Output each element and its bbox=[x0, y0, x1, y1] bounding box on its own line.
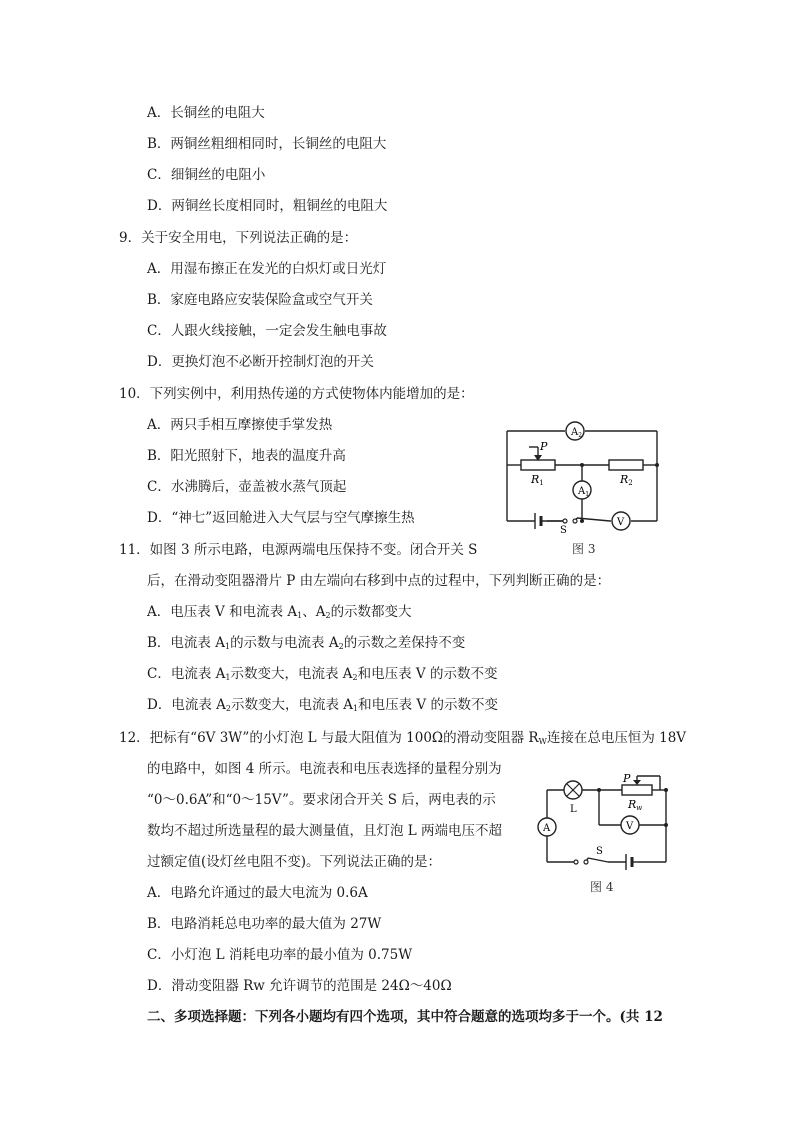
q12-stem-line2: 的电路中，如图 4 所示。电流表和电压表选择的量程分别为 bbox=[147, 761, 502, 777]
q11-option-c: C．电流表 $A_1$示数变大，电流表 $A_2$和电压表 V 的示数不变 bbox=[147, 666, 498, 682]
q12-stem-line4: 数均不超过所选量程的最大测量值，且灯泡 L 两端电压不超 bbox=[147, 823, 503, 839]
fig3-switch-label: S bbox=[560, 525, 567, 536]
figure-3-caption: 图 3 bbox=[572, 542, 596, 556]
figure-3-circuit bbox=[495, 415, 670, 540]
q11-option-b: B．电流表 $A_1$的示数与电流表 $A_2$的示数之差保持不变 bbox=[147, 635, 466, 651]
fig4-slider-label: P bbox=[623, 772, 631, 785]
fig4-switch-label: S bbox=[596, 846, 603, 857]
q9-option-d: D．更换灯泡不必断开控制灯泡的开关 bbox=[147, 354, 374, 370]
q8-option-b: B．两铜丝粗细相同时，长铜丝的电阻大 bbox=[147, 136, 387, 152]
q10-option-b: B．阳光照射下，地表的温度升高 bbox=[147, 448, 346, 464]
q12-stem-line3: “0～0.6A”和“0～15V”。要求闭合开关 S 后，两电表的示 bbox=[147, 792, 496, 808]
q11-option-a: A．电压表 V 和电流表 $A_1$、$A_2$的示数都变大 bbox=[147, 604, 412, 620]
fig4-rw-label: Rw bbox=[628, 798, 643, 812]
q10-option-a: A．两只手相互摩擦使手掌发热 bbox=[147, 417, 333, 433]
fig3-r1-label: R1 bbox=[531, 473, 544, 487]
q12-stem-line5: 过额定值(设灯丝电阻不变)。下列说法正确的是： bbox=[147, 854, 442, 870]
fig4-lamp-label: L bbox=[570, 804, 577, 815]
fig3-voltmeter: V bbox=[617, 517, 625, 528]
fig3-slider-label: P bbox=[540, 440, 548, 453]
q12-option-d: D．滑动变阻器 Rw 允许调节的范围是 24Ω～40Ω bbox=[147, 978, 452, 994]
q12-stem-line1: 12．把标有“6V 3W”的小灯泡 L 与最大阻值为 100Ω的滑动变阻器 $R_W$连接在总电压恒为 18V bbox=[119, 730, 687, 746]
fig4-ammeter: A bbox=[543, 823, 551, 834]
q8-option-a: A．长铜丝的电阻大 bbox=[147, 105, 265, 121]
q10-option-c: C．水沸腾后，壶盖被水蒸气顶起 bbox=[147, 479, 347, 495]
fig3-r2-label: R2 bbox=[620, 473, 633, 487]
section-2-heading: 二、多项选择题：下列各小题均有四个选项，其中符合题意的选项均多于一个。(共 12 bbox=[147, 1009, 663, 1025]
q11-stem-line1: 11．如图 3 所示电路，电源两端电压保持不变。闭合开关 S bbox=[119, 542, 478, 558]
q9-option-a: A．用湿布擦正在发光的白炽灯或日光灯 bbox=[147, 261, 387, 277]
fig3-ammeter-a2: $A_2$ bbox=[571, 427, 583, 439]
fig3-ammeter-a1: $A_1$ bbox=[578, 486, 590, 498]
q9-option-b: B．家庭电路应安装保险盒或空气开关 bbox=[147, 292, 373, 308]
fig4-voltmeter: V bbox=[626, 821, 634, 832]
q10-option-d: D．“神七”返回舱进入大气层与空气摩擦生热 bbox=[147, 510, 415, 526]
figure-4-circuit bbox=[530, 770, 680, 875]
q8-option-d: D．两铜丝长度相同时，粗铜丝的电阻大 bbox=[147, 198, 388, 214]
q12-option-c: C．小灯泡 L 消耗电功率的最小值为 0.75W bbox=[147, 947, 413, 963]
q11-option-d: D．电流表 $A_2$示数变大，电流表 $A_1$和电压表 V 的示数不变 bbox=[147, 697, 498, 713]
q8-option-c: C．细铜丝的电阻小 bbox=[147, 167, 266, 183]
q12-option-b: B．电路消耗总电功率的最大值为 27W bbox=[147, 916, 382, 932]
q11-stem-line2: 后，在滑动变阻器滑片 P 由左端向右移到中点的过程中，下列判断正确的是： bbox=[147, 573, 611, 589]
q9-option-c: C．人跟火线接触，一定会发生触电事故 bbox=[147, 323, 387, 339]
figure-4-caption: 图 4 bbox=[590, 880, 614, 894]
q12-option-a: A．电路允许通过的最大电流为 0.6A bbox=[147, 885, 368, 901]
q9-stem: 9．关于安全用电，下列说法正确的是： bbox=[119, 230, 358, 246]
q10-stem: 10．下列实例中，利用热传递的方式使物体内能增加的是： bbox=[119, 386, 474, 402]
